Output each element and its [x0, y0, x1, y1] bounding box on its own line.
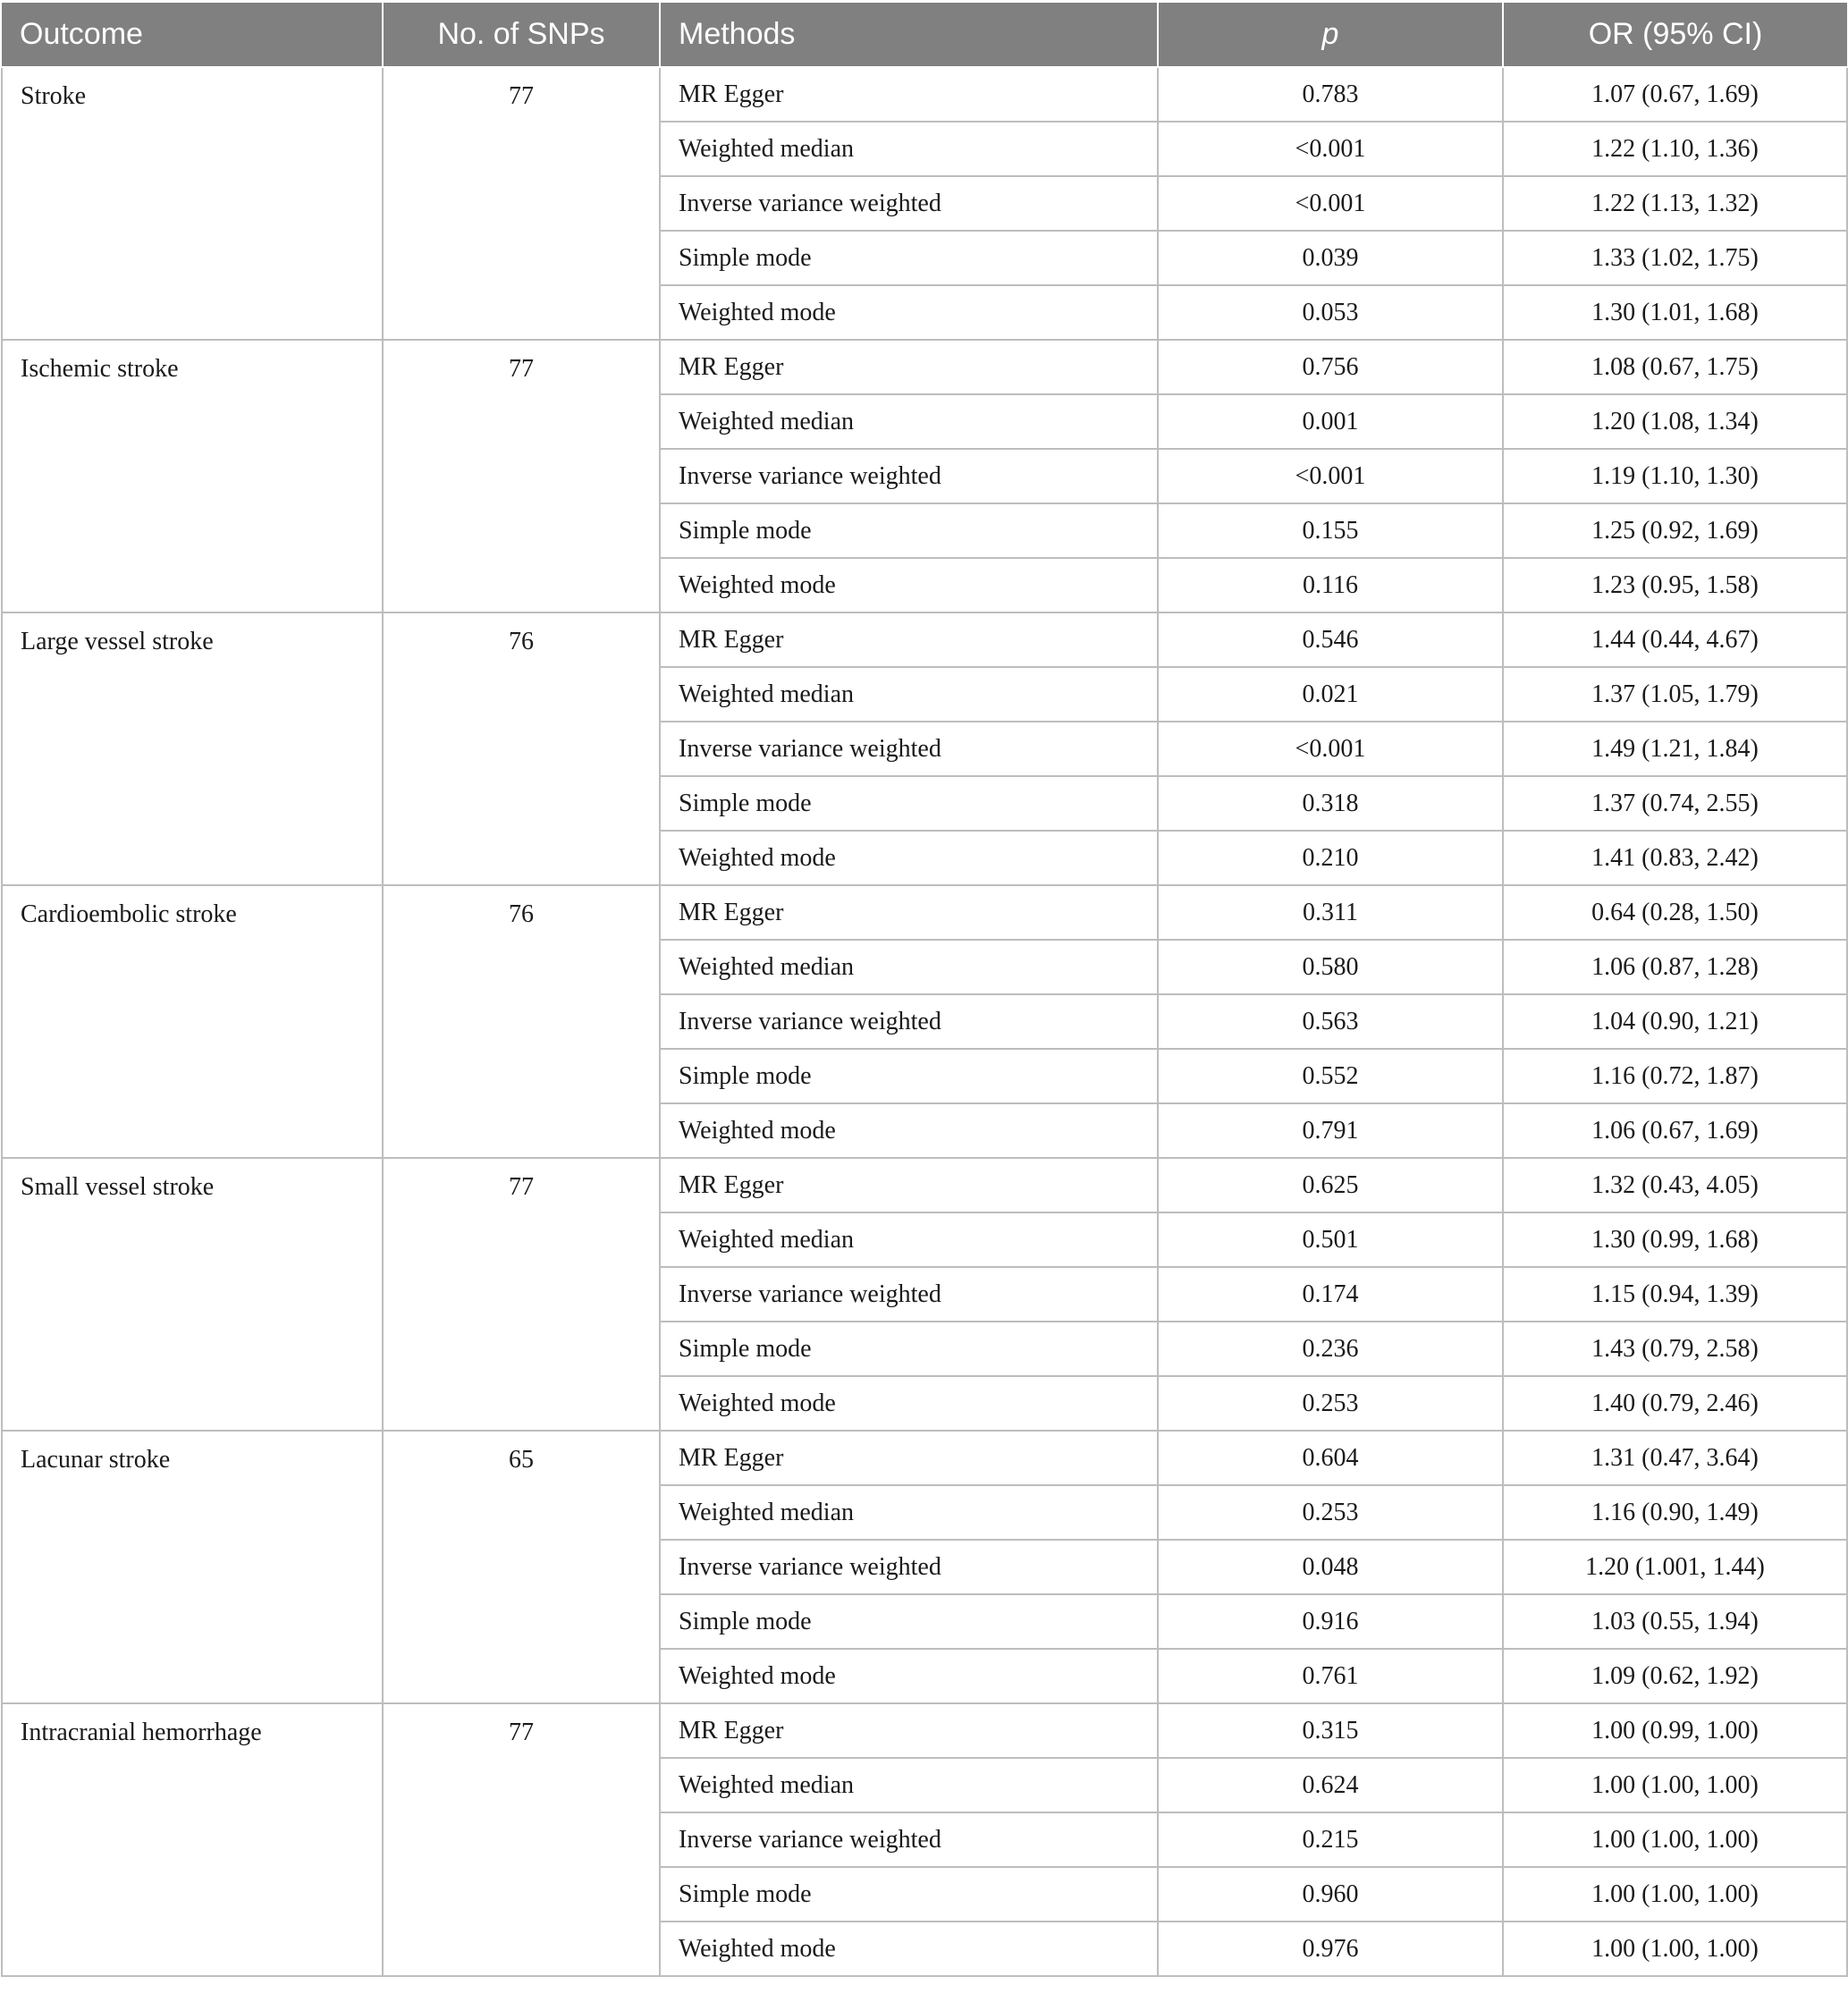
header-p: p: [1158, 3, 1503, 67]
or-ci-cell: 0.64 (0.28, 1.50): [1503, 885, 1847, 940]
table-row: [2, 1158, 1847, 1212]
p-value-cell: 0.791: [1158, 1103, 1503, 1158]
method-cell: Weighted mode: [660, 285, 1158, 340]
method-cell: Weighted mode: [660, 1376, 1158, 1431]
snps-cell: 76: [383, 612, 660, 885]
p-value-cell: 0.311: [1158, 885, 1503, 940]
or-ci-cell: 1.22 (1.10, 1.36): [1503, 122, 1847, 176]
header-outcome: Outcome: [2, 3, 383, 67]
p-value-cell: 0.580: [1158, 940, 1503, 994]
outcome-cell: Lacunar stroke: [2, 1431, 383, 1703]
outcome-cell: Large vessel stroke: [2, 612, 383, 885]
or-ci-cell: 1.43 (0.79, 2.58): [1503, 1322, 1847, 1376]
mr-results-table: [1, 3, 1848, 1977]
method-cell: Simple mode: [660, 231, 1158, 285]
p-value-cell: 0.552: [1158, 1049, 1503, 1103]
table-row: [2, 1703, 1847, 1758]
header-or: OR (95% CI): [1503, 3, 1847, 67]
method-cell: Weighted mode: [660, 831, 1158, 885]
or-ci-cell: 1.16 (0.72, 1.87): [1503, 1049, 1847, 1103]
p-value-cell: <0.001: [1158, 176, 1503, 231]
or-ci-cell: 1.06 (0.67, 1.69): [1503, 1103, 1847, 1158]
or-ci-cell: 1.20 (1.001, 1.44): [1503, 1540, 1847, 1594]
or-ci-cell: 1.25 (0.92, 1.69): [1503, 503, 1847, 558]
snps-cell: 77: [383, 1158, 660, 1431]
method-cell: MR Egger: [660, 1431, 1158, 1485]
p-value-cell: 0.976: [1158, 1922, 1503, 1976]
header-snps: No. of SNPs: [383, 3, 660, 67]
method-cell: Weighted median: [660, 1485, 1158, 1540]
method-cell: Inverse variance weighted: [660, 1267, 1158, 1322]
or-ci-cell: 1.41 (0.83, 2.42): [1503, 831, 1847, 885]
p-value-cell: 0.236: [1158, 1322, 1503, 1376]
p-value-cell: 0.783: [1158, 67, 1503, 122]
p-value-cell: 0.916: [1158, 1594, 1503, 1649]
method-cell: MR Egger: [660, 67, 1158, 122]
or-ci-cell: 1.16 (0.90, 1.49): [1503, 1485, 1847, 1540]
or-ci-cell: 1.30 (1.01, 1.68): [1503, 285, 1847, 340]
p-value-cell: 0.625: [1158, 1158, 1503, 1212]
snps-cell: 77: [383, 1703, 660, 1976]
table-row: [2, 612, 1847, 667]
or-ci-cell: 1.40 (0.79, 2.46): [1503, 1376, 1847, 1431]
or-ci-cell: 1.15 (0.94, 1.39): [1503, 1267, 1847, 1322]
method-cell: Weighted mode: [660, 1922, 1158, 1976]
header-methods: Methods: [660, 3, 1158, 67]
or-ci-cell: 1.06 (0.87, 1.28): [1503, 940, 1847, 994]
outcome-cell: Small vessel stroke: [2, 1158, 383, 1431]
p-value-cell: 0.039: [1158, 231, 1503, 285]
or-ci-cell: 1.23 (0.95, 1.58): [1503, 558, 1847, 612]
or-ci-cell: 1.00 (1.00, 1.00): [1503, 1812, 1847, 1867]
p-value-cell: 0.253: [1158, 1376, 1503, 1431]
p-value-cell: 0.021: [1158, 667, 1503, 722]
method-cell: Weighted median: [660, 1758, 1158, 1812]
method-cell: Weighted mode: [660, 1103, 1158, 1158]
method-cell: Simple mode: [660, 1867, 1158, 1922]
method-cell: Inverse variance weighted: [660, 994, 1158, 1049]
method-cell: MR Egger: [660, 1703, 1158, 1758]
method-cell: Weighted median: [660, 940, 1158, 994]
method-cell: MR Egger: [660, 340, 1158, 394]
p-value-cell: 0.116: [1158, 558, 1503, 612]
or-ci-cell: 1.07 (0.67, 1.69): [1503, 67, 1847, 122]
method-cell: Weighted median: [660, 667, 1158, 722]
table-row: [2, 67, 1847, 122]
table-row: [2, 1431, 1847, 1485]
table-header: [2, 3, 1847, 67]
p-value-cell: <0.001: [1158, 449, 1503, 503]
method-cell: Weighted median: [660, 122, 1158, 176]
or-ci-cell: 1.19 (1.10, 1.30): [1503, 449, 1847, 503]
table-body: [2, 67, 1847, 1976]
or-ci-cell: 1.31 (0.47, 3.64): [1503, 1431, 1847, 1485]
or-ci-cell: 1.09 (0.62, 1.92): [1503, 1649, 1847, 1703]
or-ci-cell: 1.32 (0.43, 4.05): [1503, 1158, 1847, 1212]
method-cell: MR Egger: [660, 885, 1158, 940]
p-value-cell: 0.756: [1158, 340, 1503, 394]
p-value-cell: 0.053: [1158, 285, 1503, 340]
snps-cell: 77: [383, 340, 660, 612]
or-ci-cell: 1.44 (0.44, 4.67): [1503, 612, 1847, 667]
or-ci-cell: 1.37 (1.05, 1.79): [1503, 667, 1847, 722]
or-ci-cell: 1.37 (0.74, 2.55): [1503, 776, 1847, 831]
p-value-cell: 0.001: [1158, 394, 1503, 449]
outcome-cell: Ischemic stroke: [2, 340, 383, 612]
method-cell: Simple mode: [660, 503, 1158, 558]
or-ci-cell: 1.00 (1.00, 1.00): [1503, 1867, 1847, 1922]
or-ci-cell: 1.04 (0.90, 1.21): [1503, 994, 1847, 1049]
method-cell: Simple mode: [660, 1594, 1158, 1649]
or-ci-cell: 1.30 (0.99, 1.68): [1503, 1212, 1847, 1267]
p-value-cell: 0.563: [1158, 994, 1503, 1049]
p-value-cell: 0.604: [1158, 1431, 1503, 1485]
method-cell: Weighted median: [660, 1212, 1158, 1267]
method-cell: Simple mode: [660, 1049, 1158, 1103]
or-ci-cell: 1.03 (0.55, 1.94): [1503, 1594, 1847, 1649]
table-row: [2, 340, 1847, 394]
method-cell: MR Egger: [660, 612, 1158, 667]
method-cell: Weighted mode: [660, 558, 1158, 612]
method-cell: Inverse variance weighted: [660, 722, 1158, 776]
p-value-cell: 0.624: [1158, 1758, 1503, 1812]
p-value-cell: 0.253: [1158, 1485, 1503, 1540]
method-cell: Simple mode: [660, 776, 1158, 831]
or-ci-cell: 1.22 (1.13, 1.32): [1503, 176, 1847, 231]
p-value-cell: <0.001: [1158, 122, 1503, 176]
or-ci-cell: 1.00 (0.99, 1.00): [1503, 1703, 1847, 1758]
outcome-cell: Stroke: [2, 67, 383, 340]
method-cell: Weighted median: [660, 394, 1158, 449]
method-cell: Inverse variance weighted: [660, 1812, 1158, 1867]
snps-cell: 76: [383, 885, 660, 1158]
method-cell: MR Egger: [660, 1158, 1158, 1212]
p-value-cell: <0.001: [1158, 722, 1503, 776]
p-value-cell: 0.501: [1158, 1212, 1503, 1267]
outcome-cell: Intracranial hemorrhage: [2, 1703, 383, 1976]
method-cell: Weighted mode: [660, 1649, 1158, 1703]
outcome-cell: Cardioembolic stroke: [2, 885, 383, 1158]
p-value-cell: 0.210: [1158, 831, 1503, 885]
or-ci-cell: 1.20 (1.08, 1.34): [1503, 394, 1847, 449]
or-ci-cell: 1.33 (1.02, 1.75): [1503, 231, 1847, 285]
p-value-cell: 0.048: [1158, 1540, 1503, 1594]
p-value-cell: 0.761: [1158, 1649, 1503, 1703]
snps-cell: 65: [383, 1431, 660, 1703]
or-ci-cell: 1.00 (1.00, 1.00): [1503, 1922, 1847, 1976]
p-value-cell: 0.155: [1158, 503, 1503, 558]
method-cell: Simple mode: [660, 1322, 1158, 1376]
method-cell: Inverse variance weighted: [660, 449, 1158, 503]
p-value-cell: 0.174: [1158, 1267, 1503, 1322]
header-row: [2, 3, 1847, 67]
p-value-cell: 0.960: [1158, 1867, 1503, 1922]
p-value-cell: 0.318: [1158, 776, 1503, 831]
or-ci-cell: 1.00 (1.00, 1.00): [1503, 1758, 1847, 1812]
table-row: [2, 885, 1847, 940]
p-value-cell: 0.546: [1158, 612, 1503, 667]
or-ci-cell: 1.08 (0.67, 1.75): [1503, 340, 1847, 394]
method-cell: Inverse variance weighted: [660, 176, 1158, 231]
or-ci-cell: 1.49 (1.21, 1.84): [1503, 722, 1847, 776]
p-value-cell: 0.315: [1158, 1703, 1503, 1758]
snps-cell: 77: [383, 67, 660, 340]
method-cell: Inverse variance weighted: [660, 1540, 1158, 1594]
p-value-cell: 0.215: [1158, 1812, 1503, 1867]
